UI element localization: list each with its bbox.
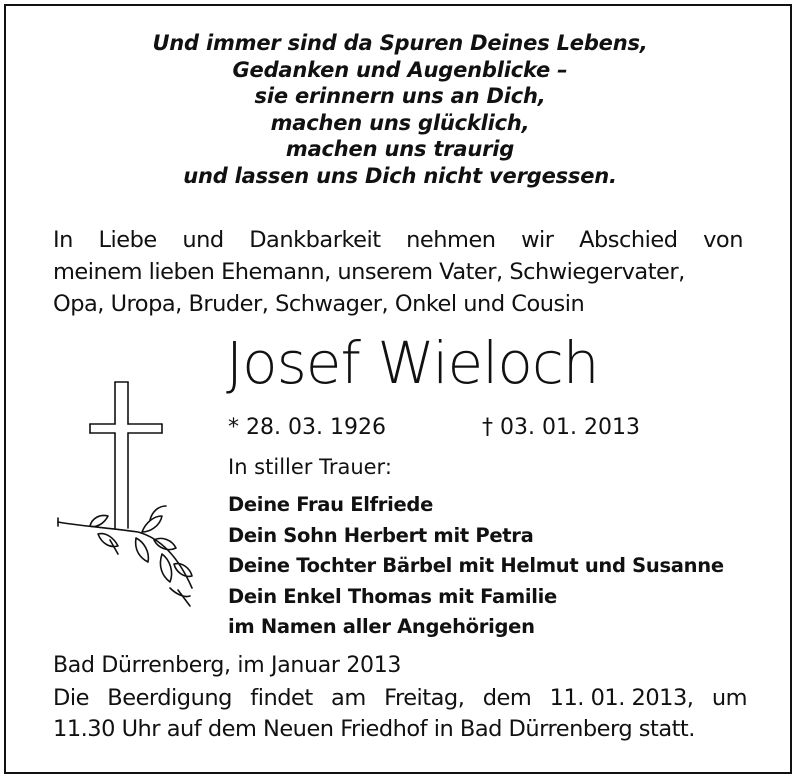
mourner-line: im Namen aller Angehörigen: [228, 615, 535, 638]
intro-word: von: [703, 227, 743, 253]
intro-word: Dankbarkeit: [249, 227, 381, 253]
funeral-line-1: [53, 683, 747, 714]
intro-text: [53, 224, 743, 320]
funeral-word: dem: [482, 685, 532, 711]
intro-word: nehmen: [406, 227, 496, 253]
funeral-word: Die: [53, 685, 89, 711]
funeral-word: Freitag,: [384, 685, 465, 711]
mourner-line: Dein Sohn Herbert mit Petra: [228, 523, 534, 547]
mourners-list: [228, 490, 724, 643]
deceased-name: Josef Wieloch: [226, 329, 599, 397]
mourner-line: Deine Tochter Bärbel mit Helmut und Susanne: [228, 554, 724, 577]
birth-date: * 28. 03. 1926: [228, 415, 386, 440]
death-date: † 03. 01. 2013: [482, 415, 640, 440]
poem-line: Gedanken und Augenblicke –: [232, 57, 568, 82]
funeral-word: findet: [250, 685, 313, 711]
funeral-word: um: [711, 685, 747, 711]
intro-line-2: meinem lieben Ehemann, unserem Vater, Schwiegervater,: [53, 259, 685, 285]
funeral-line-2: 11.30 Uhr auf dem Neuen Friedhof in Bad Dürrenberg statt.: [53, 716, 695, 742]
intro-line-3: Opa, Uropa, Bruder, Schwager, Onkel und Cousin: [53, 291, 585, 317]
mourner-line: Deine Frau Elfriede: [228, 493, 434, 516]
funeral-word: Beerdigung: [107, 685, 232, 711]
poem-line: Und immer sind da Spuren Deines Lebens,: [152, 31, 648, 55]
poem-line: machen uns traurig: [285, 137, 515, 162]
intro-word: und: [182, 227, 224, 253]
mourner-line: Dein Enkel Thomas mit Familie: [228, 584, 557, 608]
intro-word: wir: [521, 227, 554, 253]
mourning-heading: In stiller Trauer:: [228, 455, 392, 479]
funeral-word: am: [331, 685, 366, 711]
funeral-info: [53, 683, 747, 745]
intro-word: In: [53, 227, 73, 253]
poem-line: und lassen uns Dich nicht vergessen.: [183, 163, 617, 188]
cross-with-rose-icon: [50, 378, 200, 614]
intro-word: Abschied: [579, 227, 678, 253]
poem-line: sie erinnern uns an Dich,: [254, 84, 546, 109]
poem: [0, 30, 800, 190]
funeral-word: 11. 01. 2013,: [549, 685, 694, 711]
poem-line: machen uns glücklich,: [270, 110, 530, 135]
intro-line-1: [53, 224, 743, 256]
intro-word: Liebe: [98, 227, 157, 253]
place-date: Bad Dürrenberg, im Januar 2013: [53, 653, 402, 678]
